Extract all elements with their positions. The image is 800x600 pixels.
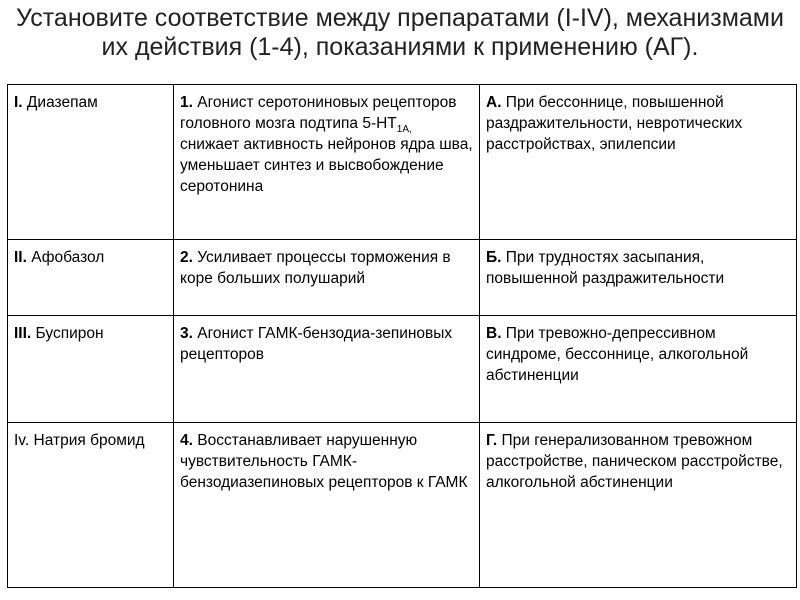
indication-cell: [480, 85, 797, 240]
drug-number: II.: [14, 249, 27, 266]
mechanism-subscript: 1А,: [396, 124, 412, 136]
table-row: [8, 240, 797, 316]
drug-number: Iv.: [14, 432, 30, 449]
indication-letter: Г.: [486, 432, 498, 449]
slide-title: Установите соответствие между препаратами (I-IV), механизмами их действия (1-4), показаниями к применению (АГ).: [16, 4, 784, 61]
drug-name: Диазепам: [22, 94, 98, 111]
mechanism-number: 4.: [180, 432, 193, 449]
indication-cell: [480, 423, 797, 588]
drug-number: I.: [14, 94, 23, 111]
mechanism-text-continued: снижает активность нейронов ядра шва, уменьшает синтез и высвобождение серотонина: [180, 136, 473, 195]
mechanism-cell: [174, 240, 480, 316]
drug-name: Буспирон: [31, 325, 104, 342]
indication-letter: В.: [486, 325, 502, 342]
table-row: [8, 316, 797, 423]
mechanism-text: Агонист серотониновых рецепторов головного мозга подтипа 5-НТ: [180, 94, 457, 132]
drug-cell: [8, 85, 174, 240]
mechanism-text: Агонист ГАМК-бензодиа-зепиновых рецепторов: [180, 325, 453, 363]
mechanism-cell: [174, 423, 480, 588]
drug-number: III.: [14, 325, 32, 342]
slide-title-area: [0, 0, 800, 84]
indication-letter: Б.: [486, 249, 502, 266]
mechanism-number: 3.: [180, 325, 193, 342]
table-row: [8, 85, 797, 240]
mechanism-number: 1.: [180, 94, 193, 111]
mechanism-text: Усиливает процессы торможения в коре больших полушарий: [180, 249, 451, 287]
mechanism-cell: [174, 316, 480, 423]
drug-cell: [8, 316, 174, 423]
mechanism-text: Восстанавливает нарушенную чувствительность ГАМК-бензодиазепиновых рецепторов к ГАМК: [180, 432, 468, 491]
indication-cell: [480, 316, 797, 423]
drug-cell: [8, 423, 174, 588]
drug-cell: [8, 240, 174, 316]
indication-text: При генерализованном тревожном расстройстве, паническом расстройстве, алкогольной абстиненции: [486, 432, 783, 491]
drug-name: Натрия бромид: [29, 432, 145, 449]
indication-cell: [480, 240, 797, 316]
mechanism-number: 2.: [180, 249, 193, 266]
table-row: [8, 423, 797, 588]
indication-text: При бессоннице, повышенной раздражительности, невротических расстройствах, эпилепсии: [486, 94, 743, 153]
mechanism-cell: [174, 85, 480, 240]
indication-text: При трудностях засыпания, повышенной раздражительности: [486, 249, 725, 287]
indication-text: При тревожно-депрессивном синдроме, бессоннице, алкогольной абстиненции: [486, 325, 749, 384]
drug-name: Афобазол: [26, 249, 105, 266]
indication-letter: А.: [486, 94, 502, 111]
matching-table: [7, 84, 797, 588]
